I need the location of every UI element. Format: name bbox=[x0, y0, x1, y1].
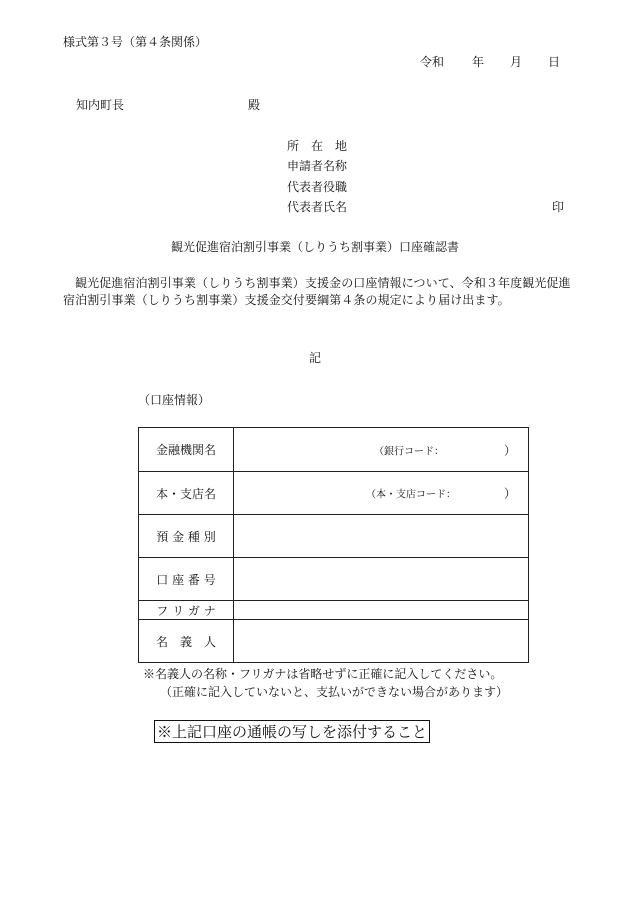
date-year: 年 bbox=[472, 55, 485, 69]
date-era: 令和 bbox=[420, 55, 445, 69]
account-info-label: （口座情報） bbox=[138, 393, 211, 407]
table-row-bank bbox=[139, 428, 529, 472]
seal-mark: 印 bbox=[552, 200, 565, 214]
deposit-type-field[interactable] bbox=[234, 515, 529, 558]
account-holder-label: 名 義 人 bbox=[139, 620, 234, 663]
addressee-honorific: 殿 bbox=[248, 98, 261, 112]
branch-code-close: ） bbox=[503, 486, 516, 501]
date-line bbox=[420, 53, 560, 70]
deposit-type-label: 預 金 種 別 bbox=[139, 515, 234, 558]
ki-heading: 記 bbox=[308, 351, 321, 365]
account-number-field[interactable] bbox=[234, 558, 529, 601]
table-row-holder bbox=[139, 620, 529, 663]
document-title: 観光促進宿泊割引事業（しりうち割事業）口座確認書 bbox=[170, 240, 459, 254]
table-row-deposit-type bbox=[139, 515, 529, 558]
date-day: 日 bbox=[548, 55, 561, 69]
account-info-table bbox=[138, 427, 529, 663]
branch-code-open: （本・支店コード： bbox=[366, 489, 456, 501]
note-line-2: （正確に記入していないと、支払いができない場合があります） bbox=[160, 685, 509, 699]
table-row-furigana bbox=[139, 601, 529, 620]
form-number: 様式第３号（第４条関係） bbox=[63, 35, 208, 49]
furigana-label: フ リ ガ ナ bbox=[139, 601, 234, 620]
account-number-label: 口 座 番 号 bbox=[139, 558, 234, 601]
branch-name-label: 本・支店名 bbox=[139, 472, 234, 515]
document-body: 観光促進宿泊割引事業（しりうち割事業）支援金の口座情報について、令和３年度観光促進宿泊割引事業（しりうち割事業）支援金交付要綱第４条の規定により届け出ます。 bbox=[63, 276, 571, 307]
bank-name-label: 金融機関名 bbox=[139, 428, 234, 472]
table-row-account-number bbox=[139, 558, 529, 601]
branch-name-field[interactable] bbox=[234, 472, 529, 515]
representative-title-label: 代表者役職 bbox=[287, 180, 348, 194]
account-holder-field[interactable] bbox=[234, 620, 529, 663]
bank-code-open: （銀行コード： bbox=[374, 446, 444, 457]
furigana-field[interactable] bbox=[234, 601, 529, 620]
addressee-name: 知内町長 bbox=[76, 98, 125, 112]
attachment-note: ※上記口座の通帳の写しを添付すること bbox=[154, 720, 430, 743]
table-row-branch bbox=[139, 472, 529, 515]
applicant-address-label: 所 在 地 bbox=[287, 139, 348, 153]
applicant-name-label: 申請者名称 bbox=[287, 159, 348, 173]
bank-name-field[interactable] bbox=[234, 428, 529, 472]
representative-name-label: 代表者氏名 bbox=[287, 200, 348, 214]
date-month: 月 bbox=[510, 55, 523, 69]
bank-code-close: ） bbox=[503, 443, 516, 457]
note-line-1: ※名義人の名称・フリガナは省略せずに正確に記入してください。 bbox=[143, 667, 503, 681]
